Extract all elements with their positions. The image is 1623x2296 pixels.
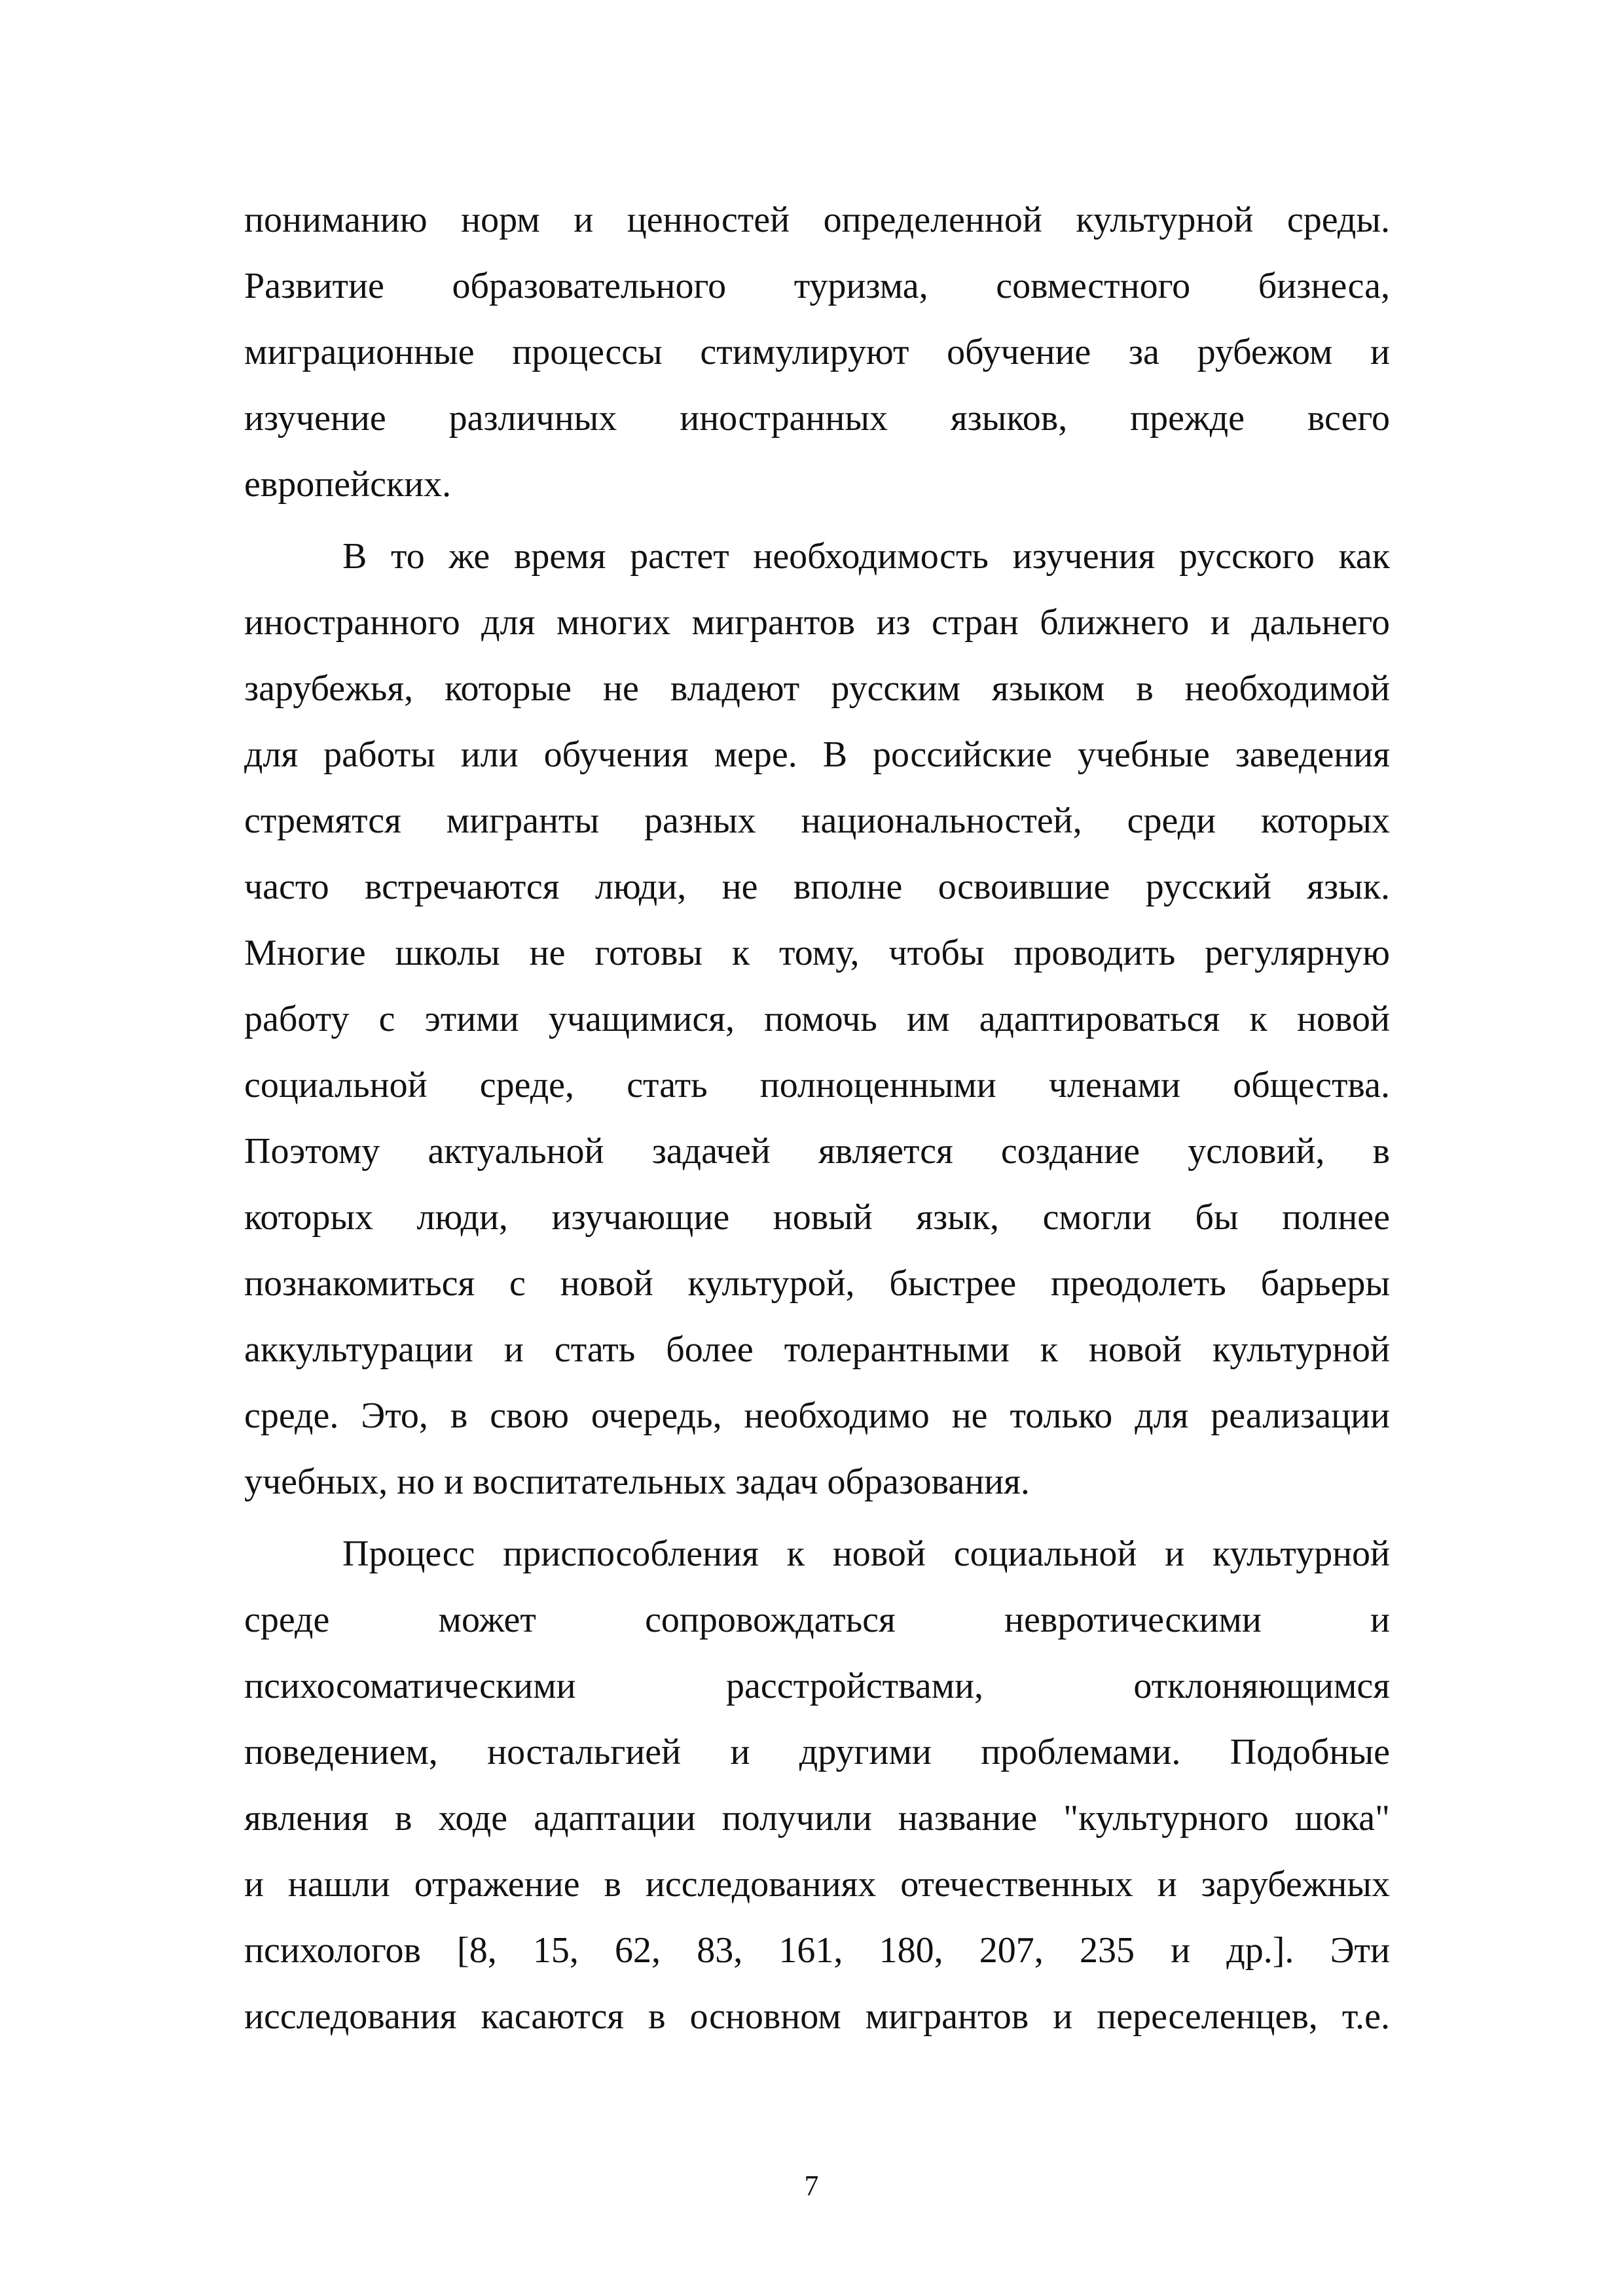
text-line: Развитие образовательного туризма, совместного бизнеса,: [244, 266, 1390, 306]
paragraph: [244, 1521, 1390, 2050]
text-line: учебных, но и воспитательных задач образования.: [244, 1462, 1030, 1502]
paragraph: [244, 524, 1390, 1515]
text-line: для работы или обучения мере. В российские учебные заведения: [244, 734, 1390, 775]
text-line: поведением, ностальгией и другими проблемами. Подобные: [244, 1732, 1390, 1772]
text-line: социальной среде, стать полноценными членами общества.: [244, 1065, 1390, 1105]
text-line: среде может сопровождаться невротическими и: [244, 1600, 1390, 1640]
body-text: [244, 187, 1390, 2050]
text-line: психологов [8, 15, 62, 83, 161, 180, 207, 235 и др.]. Эти: [244, 1930, 1390, 1971]
paragraph-gap: [244, 518, 1390, 524]
text-line: аккультурации и стать более толерантными к новой культурной: [244, 1329, 1390, 1370]
text-line: В то же время растет необходимость изучения русского как: [342, 536, 1390, 577]
text-line: психосоматическими расстройствами, отклоняющимся: [244, 1666, 1390, 1706]
paragraph: [244, 187, 1390, 518]
text-line: Поэтому актуальной задачей является создание условий, в: [244, 1131, 1390, 1172]
text-line: изучение различных иностранных языков, прежде всего: [244, 398, 1390, 439]
text-line: и нашли отражение в исследованиях отечественных и зарубежных: [244, 1864, 1390, 1905]
text-line: часто встречаются люди, не вполне освоившие русский язык.: [244, 867, 1390, 907]
page-number: 7: [804, 2170, 819, 2202]
text-line: познакомиться с новой культурой, быстрее преодолеть барьеры: [244, 1263, 1390, 1304]
text-line: которых люди, изучающие новый язык, смогли бы полнее: [244, 1197, 1390, 1238]
text-line: Процесс приспособления к новой социальной и культурной: [342, 1534, 1390, 1574]
text-line: миграционные процессы стимулируют обучение за рубежом и: [244, 332, 1390, 372]
paragraph-gap: [244, 1515, 1390, 1521]
text-line: Многие школы не готовы к тому, чтобы проводить регулярную: [244, 933, 1390, 973]
text-line: явления в ходе адаптации получили название "культурного шока": [244, 1798, 1390, 1839]
text-line: европейских.: [244, 464, 452, 505]
text-line: работу с этими учащимися, помочь им адаптироваться к новой: [244, 999, 1390, 1039]
text-line: среде. Это, в свою очередь, необходимо не только для реализации: [244, 1395, 1390, 1436]
text-line: стремятся мигранты разных национальностей, среди которых: [244, 800, 1390, 841]
text-line: пониманию норм и ценностей определенной культурной среды.: [244, 200, 1390, 240]
text-line: исследования касаются в основном мигрантов и переселенцев, т.е.: [244, 1996, 1390, 2037]
text-line: зарубежья, которые не владеют русским языком в необходимой: [244, 668, 1390, 709]
text-line: иностранного для многих мигрантов из стран ближнего и дальнего: [244, 602, 1390, 643]
